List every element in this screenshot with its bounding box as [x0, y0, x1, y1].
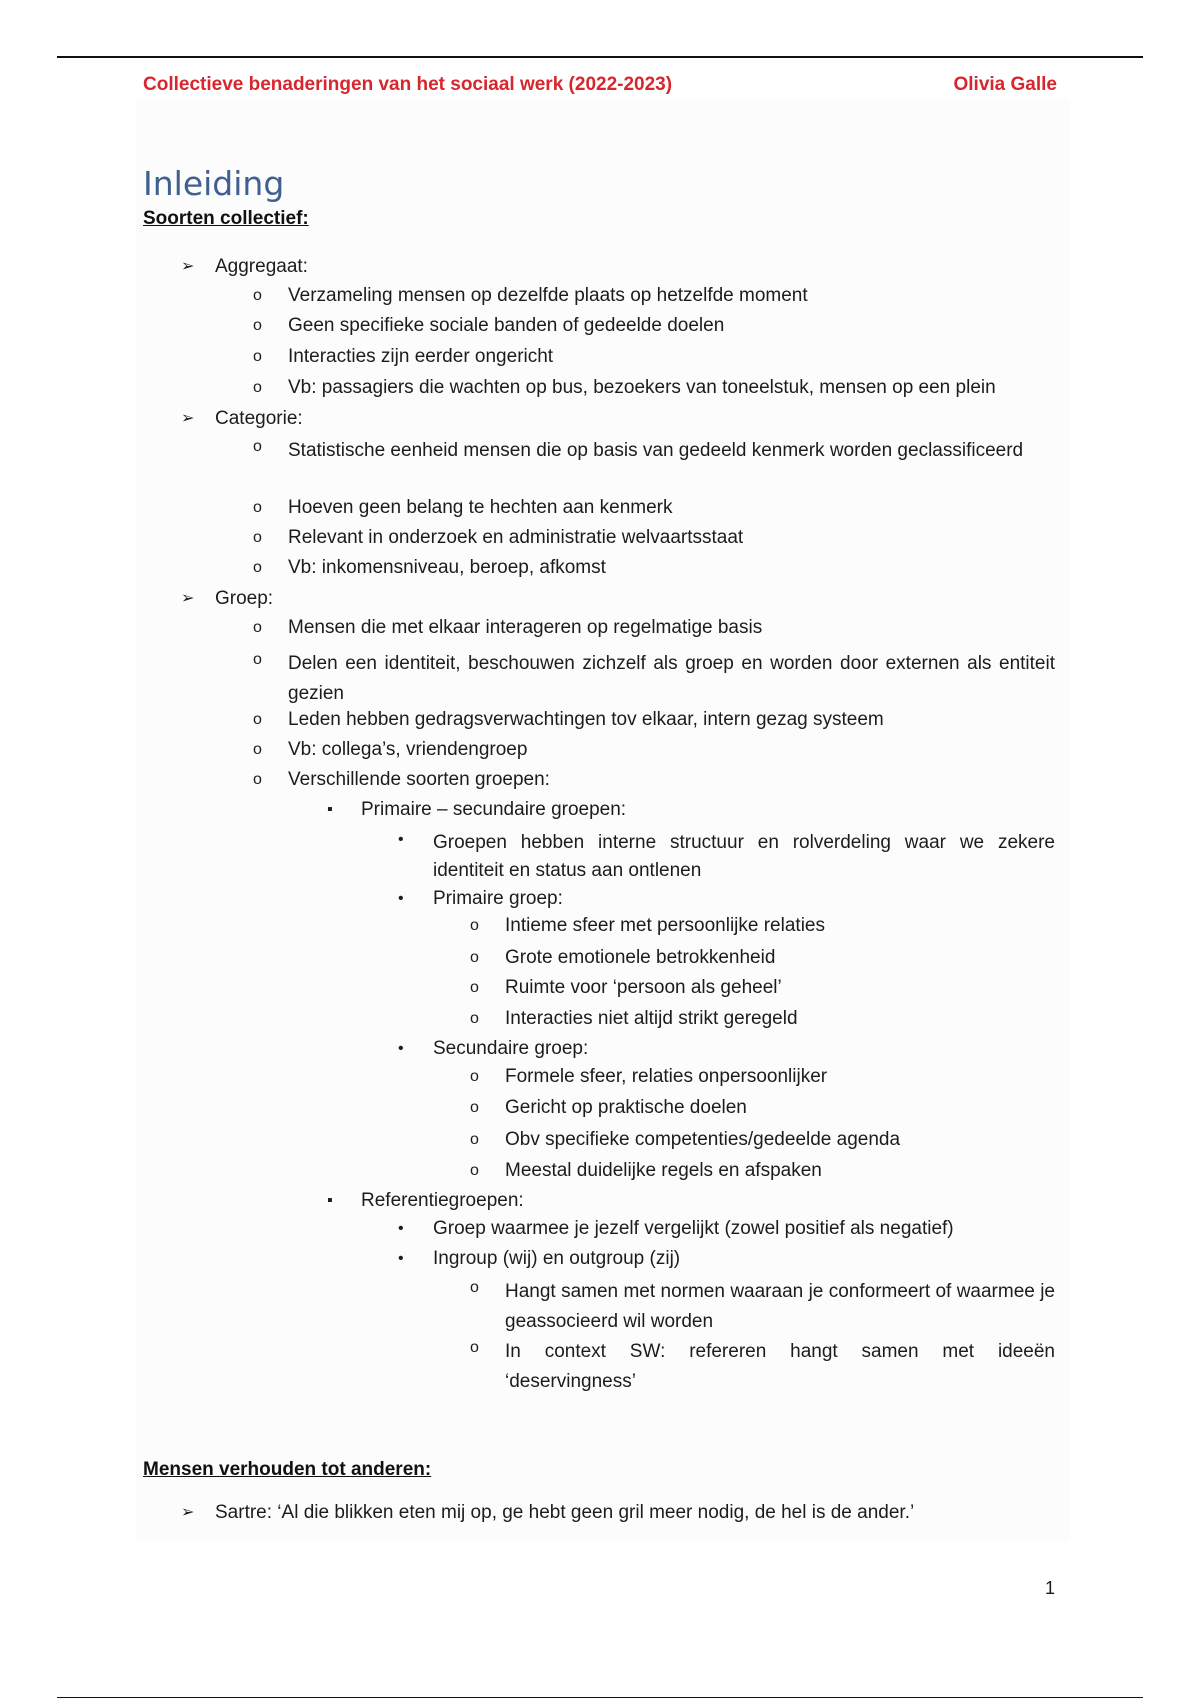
course-title: Collectieve benaderingen van het sociaal werk (2022-2023): [143, 74, 673, 95]
circle-bullet-icon: o: [253, 619, 262, 636]
circle-bullet-icon: o: [253, 711, 262, 728]
arrow-bullet-icon: ➢: [181, 258, 195, 275]
circle-bullet-icon: o: [470, 1099, 479, 1116]
list-item: Meestal duidelijke regels en afspaken: [505, 1160, 822, 1181]
circle-bullet-icon: o: [470, 949, 479, 966]
circle-bullet-icon: o: [470, 1131, 479, 1148]
circle-bullet-icon: o: [253, 379, 262, 396]
list-item: Interacties zijn eerder ongericht: [288, 346, 554, 367]
list-item: Geen specifieke sociale banden of gedeelde doelen: [288, 315, 725, 336]
list-item: Relevant in onderzoek en administratie welvaartsstaat: [288, 527, 744, 548]
list-item: In context SW: refereren hangt samen met ideeën ‘deservingness’: [505, 1341, 1055, 1392]
list-item: Grote emotionele betrokkenheid: [505, 947, 776, 968]
list-item: Vb: inkomensniveau, beroep, afkomst: [288, 557, 606, 578]
circle-bullet-icon: o: [470, 979, 479, 996]
arrow-bullet-icon: ➢: [181, 590, 195, 607]
heading-mensen-verhouden: Mensen verhouden tot anderen:: [143, 1459, 432, 1480]
dot-bullet-icon: •: [398, 1220, 404, 1237]
list-item: Interacties niet altijd strikt geregeld: [505, 1008, 798, 1029]
heading-soorten-collectief: Soorten collectief:: [143, 208, 309, 229]
list-item: Ruimte voor ‘persoon als geheel’: [505, 977, 782, 998]
arrow-bullet-icon: ➢: [181, 410, 195, 427]
top-rule: [57, 56, 1143, 58]
list-item: Intieme sfeer met persoonlijke relaties: [505, 915, 825, 936]
list-item: Hangt samen met normen waaraan je conformeert of waarmee je geassocieerd wil worden: [505, 1281, 1055, 1332]
section-title: Inleiding: [143, 164, 285, 203]
circle-bullet-icon: o: [253, 771, 262, 788]
square-bullet-icon: ▪: [327, 1192, 333, 1209]
list-item: Statistische eenheid mensen die op basis van gedeeld kenmerk worden geclassificeerd: [288, 440, 1024, 461]
list-item: Vb: collega’s, vriendengroep: [288, 739, 528, 760]
list-item: Delen een identiteit, beschouwen zichzelf als groep en worden door externen als entiteit gezien: [288, 653, 1055, 704]
list-item: Leden hebben gedragsverwachtingen tov elkaar, intern gezag systeem: [288, 709, 884, 730]
circle-bullet-icon: o: [470, 917, 479, 934]
circle-bullet-icon: o: [253, 741, 262, 758]
page-number: 1: [1045, 1578, 1056, 1598]
list-item: Secundaire groep:: [433, 1038, 589, 1059]
circle-bullet-icon: o: [470, 1279, 479, 1296]
list-item: Formele sfeer, relaties onpersoonlijker: [505, 1066, 828, 1087]
dot-bullet-icon: •: [398, 890, 404, 907]
list-item: Groep:: [215, 588, 274, 609]
dot-bullet-icon: •: [398, 1250, 404, 1267]
list-item: Mensen die met elkaar interageren op regelmatige basis: [288, 617, 763, 638]
list-item: Referentiegroepen:: [361, 1190, 524, 1211]
circle-bullet-icon: o: [253, 317, 262, 334]
list-item: Aggregaat:: [215, 256, 308, 277]
circle-bullet-icon: o: [253, 438, 262, 455]
list-item: Hoeven geen belang te hechten aan kenmerk: [288, 497, 673, 518]
page-header: [143, 74, 1057, 96]
list-item: Obv specifieke competenties/gedeelde agenda: [505, 1129, 901, 1150]
list-item: Categorie:: [215, 408, 303, 429]
author-name: Olivia Galle: [953, 74, 1057, 95]
list-item: Vb: passagiers die wachten op bus, bezoekers van toneelstuk, mensen op een plein: [288, 377, 996, 398]
square-bullet-icon: ▪: [327, 801, 333, 818]
dot-bullet-icon: •: [398, 1040, 404, 1057]
list-item: Gericht op praktische doelen: [505, 1097, 747, 1118]
circle-bullet-icon: o: [253, 287, 262, 304]
circle-bullet-icon: o: [253, 529, 262, 546]
quote-item: Sartre: ‘Al die blikken eten mij op, ge hebt geen gril meer nodig, de hel is de ander.’: [215, 1502, 915, 1523]
bottom-rule: [57, 1697, 1143, 1698]
circle-bullet-icon: o: [253, 499, 262, 516]
list-item: Verzameling mensen op dezelfde plaats op hetzelfde moment: [288, 285, 808, 306]
list-item: Groepen hebben interne structuur en rolverdeling waar we zekere identiteit en status aan ontlenen: [433, 832, 1055, 881]
circle-bullet-icon: o: [470, 1010, 479, 1027]
arrow-bullet-icon: ➢: [181, 1504, 195, 1521]
list-item: Groep waarmee je jezelf vergelijkt (zowel positief als negatief): [433, 1218, 954, 1239]
circle-bullet-icon: o: [470, 1339, 479, 1356]
list-item: Primaire groep:: [433, 888, 563, 909]
dot-bullet-icon: •: [398, 831, 404, 848]
list-item: Ingroup (wij) en outgroup (zij): [433, 1248, 681, 1269]
circle-bullet-icon: o: [470, 1162, 479, 1179]
circle-bullet-icon: o: [253, 651, 262, 668]
list-item: Verschillende soorten groepen:: [288, 769, 550, 790]
circle-bullet-icon: o: [253, 348, 262, 365]
circle-bullet-icon: o: [470, 1068, 479, 1085]
list-item: Primaire – secundaire groepen:: [361, 799, 627, 820]
circle-bullet-icon: o: [253, 559, 262, 576]
